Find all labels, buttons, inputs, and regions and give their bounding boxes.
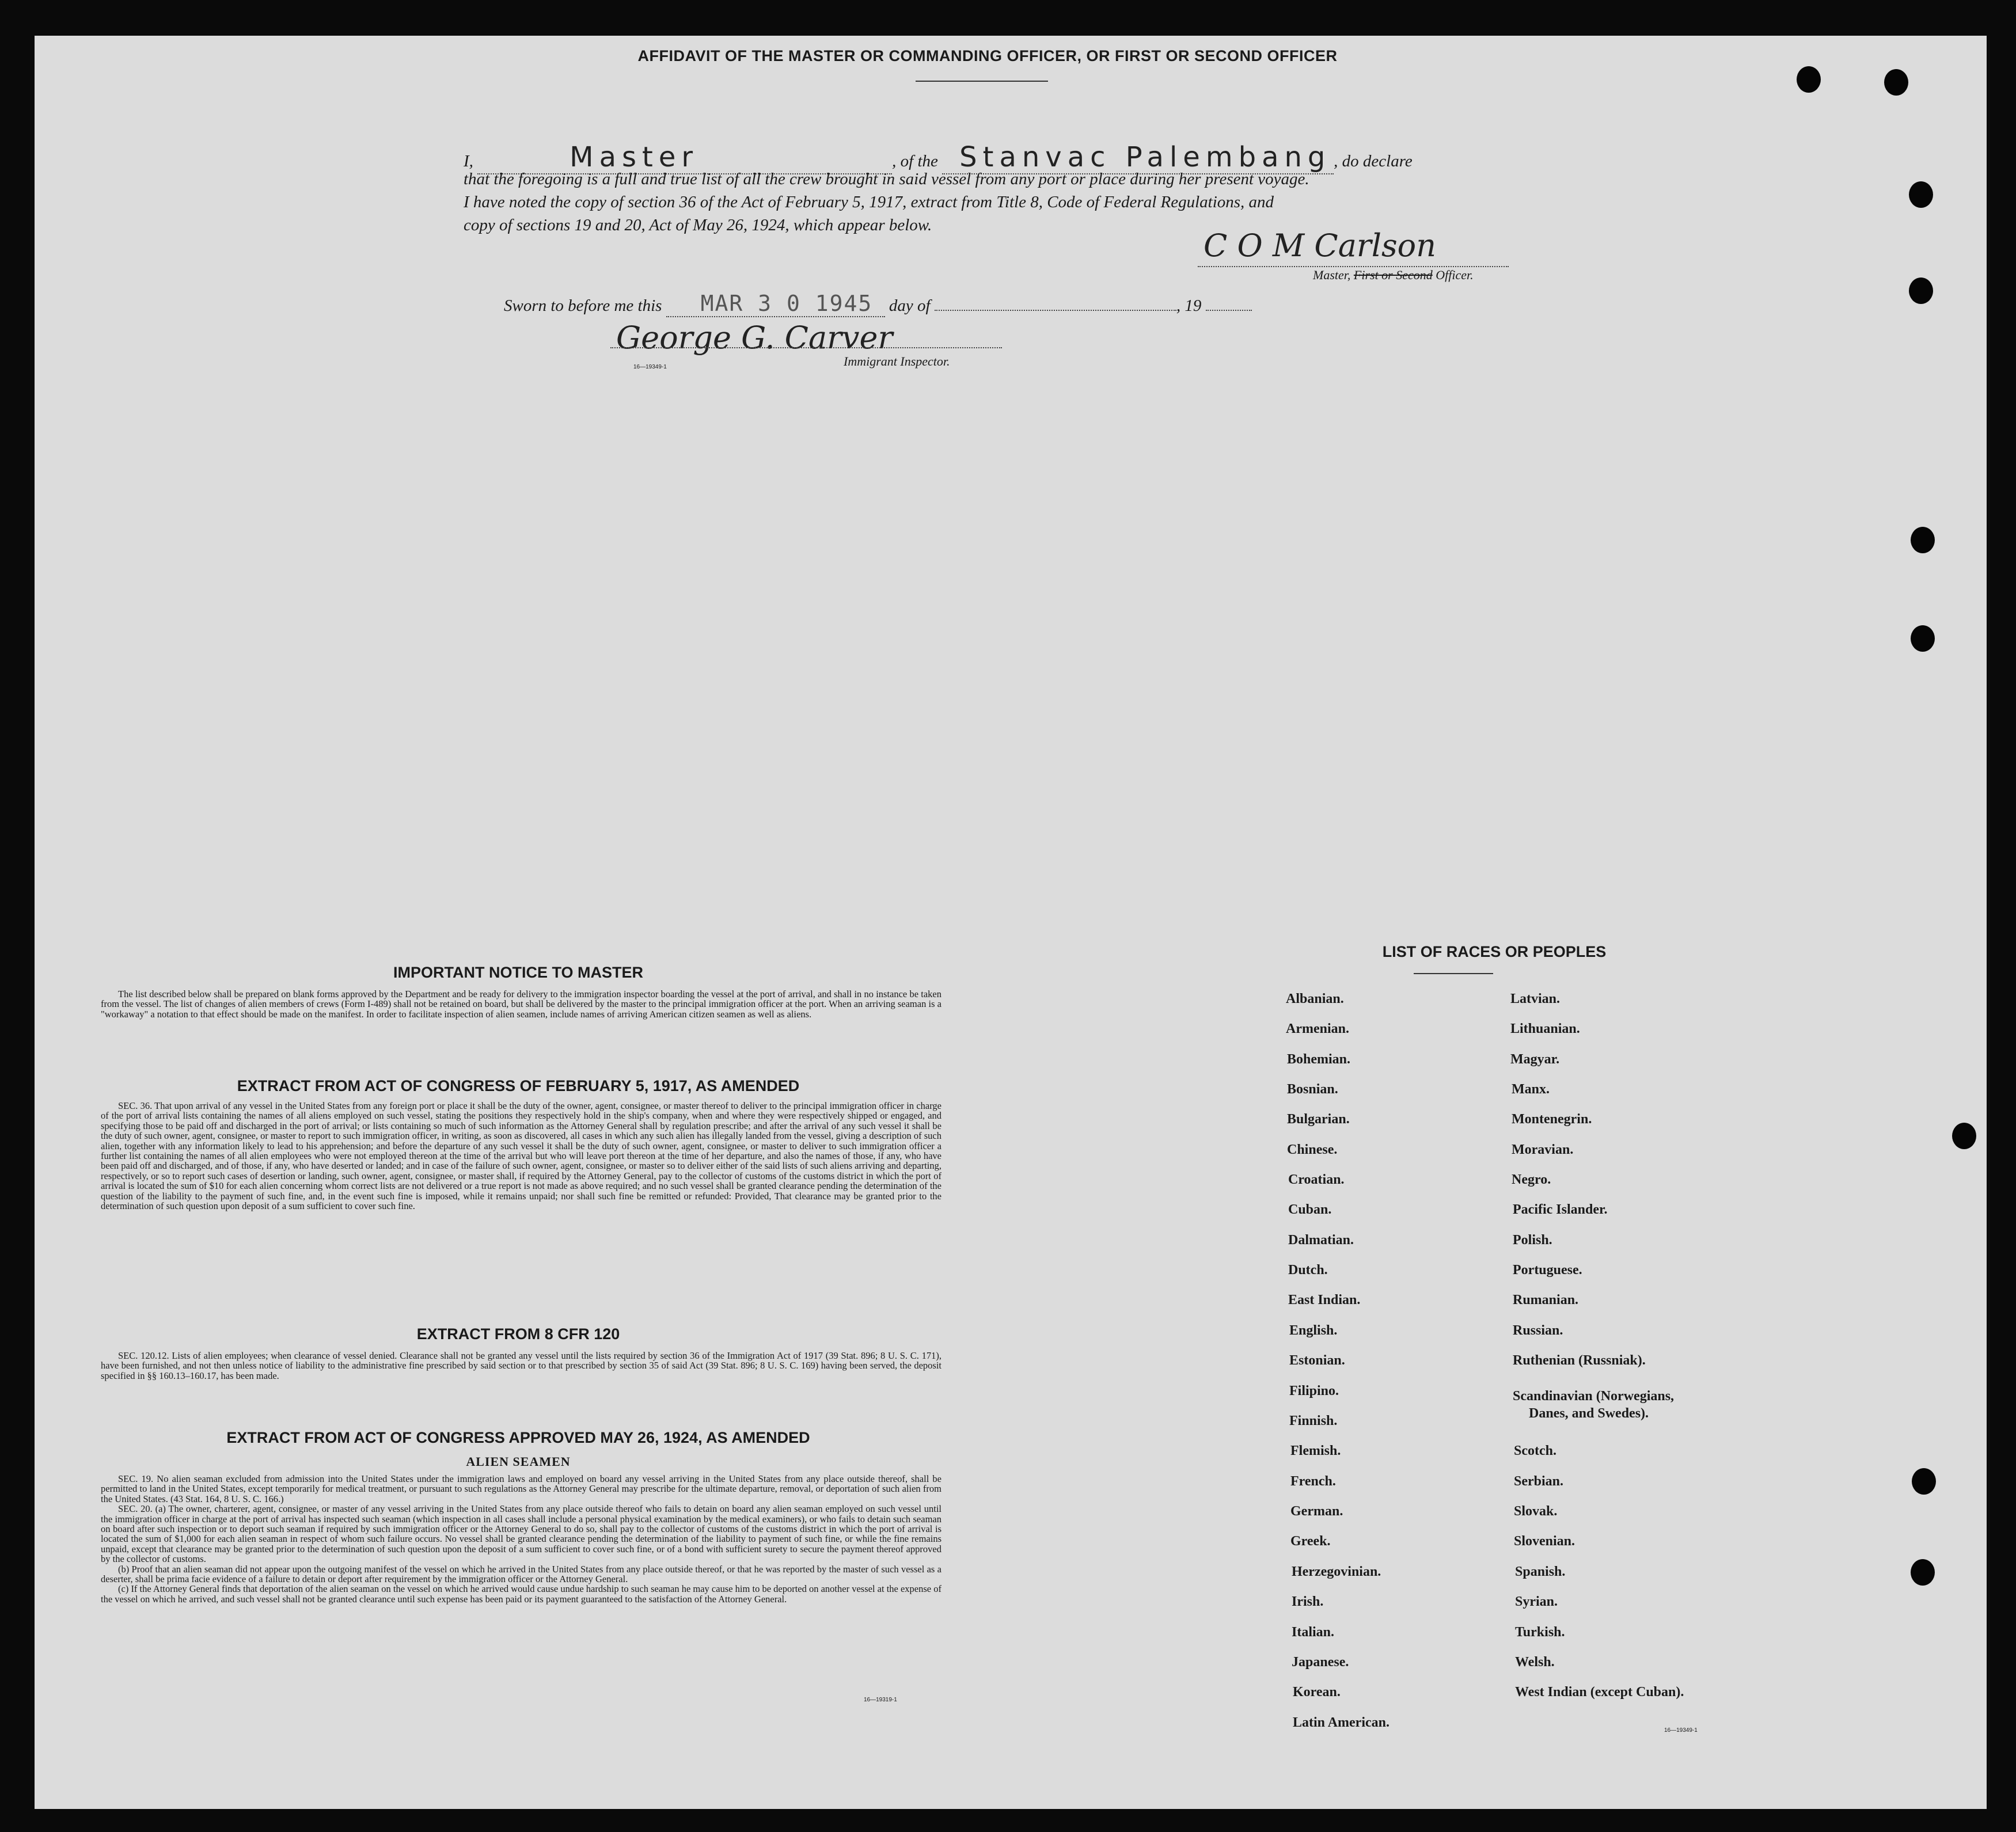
race-item: Scotch. — [1514, 1443, 1556, 1458]
race-item: Finnish. — [1289, 1413, 1338, 1428]
cfr-text: SEC. 120.12. Lists of alien employees; when clearance of vessel denied. Clearance shall not be granted any vessel until the lists required by section 36 of the Immigration Act of 1917 (39 Stat. 896; 8 U. S. C. 171), have been furnished, and not then unless notice of liability to the administrative fine prescribed by said section or to that prescribed by section 35 of said Act (39 Stat. 896; 8 U. S. C. 169) having been served, the deposit specified in §§ 160.13–160.17, has been made. — [101, 1350, 941, 1381]
punch-hole — [1909, 278, 1933, 304]
race-item: Rumanian. — [1513, 1293, 1579, 1308]
race-item: Moravian. — [1512, 1142, 1574, 1157]
race-item: Danes, and Swedes). — [1529, 1406, 1649, 1421]
affidavit-title: AFFIDAVIT OF THE MASTER OR COMMANDING OFFICER, OR FIRST OR SECOND OFFICER — [637, 47, 1338, 64]
race-item: Chinese. — [1287, 1142, 1338, 1157]
year-field — [1206, 310, 1252, 311]
punch-hole — [1884, 69, 1908, 96]
race-item: Irish. — [1292, 1594, 1324, 1609]
affidavit-form-number: 16—19349-1 — [633, 364, 667, 370]
rank-handwritten: Master — [570, 141, 699, 173]
caption-officer: Officer. — [1436, 268, 1474, 282]
caption-struck: First or Second — [1353, 268, 1433, 282]
affidavit-line-2: that the foregoing is a full and true list of all the crew brought in said vessel from any port or place during her present voyage. — [464, 170, 1309, 188]
race-item: Scandinavian (Norwegians, — [1513, 1389, 1675, 1404]
race-item: Slovak. — [1514, 1504, 1558, 1519]
race-item: Flemish. — [1290, 1443, 1341, 1458]
punch-hole — [1911, 1559, 1935, 1586]
races-form-number: 16—19349-1 — [1664, 1727, 1698, 1734]
race-item: West Indian (except Cuban). — [1515, 1685, 1684, 1700]
race-item: Welsh. — [1515, 1655, 1555, 1670]
inspector-signature-line — [610, 347, 1002, 348]
of-the-label: , of the — [892, 152, 938, 170]
race-item: Armenian. — [1286, 1021, 1349, 1036]
race-item: Lithuanian. — [1510, 1021, 1580, 1036]
race-item: Spanish. — [1515, 1564, 1566, 1579]
race-item: Italian. — [1292, 1625, 1335, 1640]
race-item: Manx. — [1512, 1082, 1550, 1097]
alien-seamen-subheading: ALIEN SEAMEN — [466, 1454, 571, 1469]
declare-label: , do declare — [1334, 152, 1413, 170]
races-title: LIST OF RACES OR PEOPLES — [1382, 943, 1607, 960]
sec-19-text: SEC. 19. No alien seaman excluded from admission into the United States under the immigration laws and employed on board any vessel arriving in the United States from any place outside thereof, shall be permitted to land in the United States, except temporarily for medical treatment, or pursuant to such regulations as the Attorney General may prescribe for the ultimate departure, removal, or deportation of such alien from the United States. (43 Stat. 164, 8 U. S. C. 166.) — [101, 1473, 941, 1504]
race-item: Japanese. — [1292, 1655, 1349, 1670]
sec-20b-text: (b) Proof that an alien seaman did not appear upon the outgoing manifest of the vessel on which he arrived in the United States from any place outside thereof, or that he was reported by the master of such vessel as a deserter, shall be prima facie evidence of a failure to detain or deport after requirement by the immigration officer or the Attorney General. — [101, 1563, 941, 1585]
race-item: Syrian. — [1515, 1594, 1558, 1609]
extract-1917-text: SEC. 36. That upon arrival of any vessel in the United States from any foreign port or place it shall be the duty of the owner, agent, consignee, or master thereof to deliver to the principal immigration officer in charge of the port of arrival lists containing the names of all aliens employed on such vessel, stating the positions they respectively hold in the ship's company, when and where they were respectively shipped or engaged, and specifying those to be paid off and discharged in the port of arrival; or lists containing so much of such information as the Attorney General shall by regulation prescribe; and after the arrival of any such vessel it shall be the duty of such owner, agent, consignee, or master to report to such immigration officer, in writing, as soon as discovered, all cases in which any such alien has illegally landed from the vessel, giving a description of such alien, together with any information likely to lead to his apprehension; and before the departure of any such vessel it shall be the duty of such owner, agent, consignee, or master to deliver to such immigration officer a further list containing the names of all alien employees who were not employed thereon at the time of the arrival but who will leave port thereon at the time of her departure, and also the names of those, if any, who have been paid off and discharged, and of those, if any, who have deserted or landed; and in case of the failure of such owner, agent, consignee, or master so to deliver either of the said lists of such aliens arriving and departing, respectively, or so to report such cases of desertion or landing, such owner, agent, consignee, or master shall, if required by the Attorney General, pay to the collector of customs of the customs district in which the port of arrival is located the sum of $10 for each alien concerning whom correct lists are not delivered or a true report is not made as above required; and no such vessel shall be granted clearance pending the determination of the question of the liability to the payment of such fine, and, in the event such fine is imposed, while it remains unpaid; nor shall such fine be remitted or refunded: Provided, That clearance may be granted prior to the determination of such question upon deposit of a sum sufficient to cover such fine. — [101, 1100, 941, 1212]
sec-20a-text: SEC. 20. (a) The owner, charterer, agent, consignee, or master of any vessel arriving in the United States from any place outside thereof who fails to detain on board any alien seaman employed on such vessel until the immigration officer in charge at the port of arrival has inspected such seaman (which inspection in all cases shall include a personal physical examination by the medical examiners), or who fails to detain such seaman on board after such inspection or to deport such seaman if required by such immigration officer or the Attorney General to do so, shall pay to the collector of customs of the customs district in which the port of arrival is located the sum of $1,000 for each alien seaman in respect of whom such failure occurs. No vessel shall be granted clearance pending the determination of the liability to payment of such fine, or while the fine remains unpaid, except that clearance may be granted prior to the determination of such question upon the deposit of a sum sufficient to cover such fine, or of a bond with sufficient surety to secure the payment thereof approved by the collector of customs. — [101, 1503, 941, 1565]
race-item: Croatian. — [1288, 1172, 1345, 1187]
race-item: Estonian. — [1289, 1353, 1345, 1368]
affidavit-line-3: I have noted the copy of section 36 of the Act of February 5, 1917, extract from Title 8, Code of Federal Regulations, and — [464, 193, 1274, 211]
punch-hole — [1911, 625, 1935, 652]
sec-20c-text: (c) If the Attorney General finds that deportation of the alien seaman on the vessel on which he arrived would cause undue hardship to such seaman he may cause him to be deported on another vessel at the expense of the vessel on which he arrived, and such vessel shall not be granted clearance until such expense has been paid or its payment guaranteed to the satisfaction of the Attorney General. — [101, 1583, 941, 1605]
punch-hole — [1952, 1123, 1976, 1149]
race-item: Portuguese. — [1513, 1263, 1582, 1278]
race-item: Serbian. — [1514, 1474, 1564, 1489]
master-caption — [1313, 268, 1474, 283]
race-item: Bosnian. — [1287, 1082, 1338, 1097]
punch-hole — [1909, 181, 1933, 208]
extract-1917-heading: EXTRACT FROM ACT OF CONGRESS OF FEBRUARY 5, 1917, AS AMENDED — [237, 1077, 800, 1094]
race-item: Korean. — [1293, 1685, 1341, 1700]
race-item: Herzegovinian. — [1292, 1564, 1381, 1579]
caption-master: Master, — [1313, 268, 1351, 282]
notice-text: The list described below shall be prepared on blank forms approved by the Department and be ready for delivery to the immigration inspector boarding the vessel at the port of arrival, and shall in no instance be taken from the vessel. The list of changes of alien members of crews (Form I-489) shall not be retained on board, but shall be delivered by the master to the principal immigration officer at the port. When an arriving seaman is a "workaway" a notation to that effect should be made on the manifest. In order to facilitate inspection of alien seamen, include names of arriving American citizen seamen as well as aliens. — [101, 989, 941, 1020]
race-item: Greek. — [1290, 1534, 1331, 1549]
inspector-signature: George G. Carver — [616, 320, 893, 356]
punch-hole — [1911, 527, 1935, 553]
affidavit-line-4: copy of sections 19 and 20, Act of May 26, 1924, which appear below. — [464, 216, 932, 234]
race-item: Dutch. — [1288, 1263, 1328, 1278]
race-item: Filipino. — [1289, 1383, 1339, 1398]
date-stamp: MAR 3 0 1945 — [700, 291, 873, 316]
race-item: Bulgarian. — [1287, 1112, 1350, 1127]
sworn-label: Sworn to before me this — [504, 297, 662, 315]
race-item: Latvian. — [1510, 991, 1561, 1006]
race-item: Negro. — [1512, 1172, 1551, 1187]
extract-1924-body — [101, 1474, 941, 1604]
sworn-line — [504, 291, 1252, 317]
race-item: German. — [1290, 1504, 1343, 1519]
race-item: Ruthenian (Russniak). — [1513, 1353, 1646, 1368]
month-field — [935, 310, 1176, 311]
race-item: Dalmatian. — [1288, 1233, 1354, 1248]
race-item: East Indian. — [1288, 1293, 1361, 1308]
race-item: Pacific Islander. — [1513, 1202, 1608, 1217]
inspector-caption: Immigrant Inspector. — [844, 354, 950, 368]
i-label: I, — [464, 152, 473, 170]
race-item: Slovenian. — [1514, 1534, 1575, 1549]
sworn-date-field — [666, 291, 885, 317]
race-item: French. — [1290, 1474, 1336, 1489]
race-item: Montenegrin. — [1512, 1112, 1592, 1127]
cfr-heading: EXTRACT FROM 8 CFR 120 — [416, 1325, 620, 1343]
punch-hole — [1797, 66, 1821, 93]
race-item: Polish. — [1513, 1233, 1552, 1248]
master-signature: C O M Carlson — [1203, 227, 1436, 264]
races-title-rule — [1414, 973, 1493, 974]
extract-form-number: 16—19319-1 — [864, 1697, 897, 1703]
year-label: , 19 — [1176, 297, 1202, 315]
day-of-label: day of — [889, 297, 931, 315]
race-item: Cuban. — [1288, 1202, 1332, 1217]
vessel-handwritten: Stanvac Palembang — [959, 141, 1331, 173]
notice-heading: IMPORTANT NOTICE TO MASTER — [393, 964, 643, 981]
race-item: Latin American. — [1293, 1715, 1389, 1730]
race-item: English. — [1289, 1323, 1338, 1338]
race-item: Turkish. — [1515, 1625, 1565, 1640]
race-item: Albanian. — [1286, 991, 1344, 1006]
race-item: Bohemian. — [1287, 1052, 1351, 1067]
extract-1924-heading: EXTRACT FROM ACT OF CONGRESS APPROVED MAY 26, 1924, AS AMENDED — [226, 1429, 810, 1446]
punch-hole — [1912, 1468, 1936, 1495]
title-rule — [916, 81, 1048, 82]
master-signature-line — [1198, 266, 1509, 267]
race-item-scandinavian — [1513, 1388, 1674, 1422]
race-item: Russian. — [1513, 1323, 1563, 1338]
race-item: Magyar. — [1510, 1052, 1560, 1067]
